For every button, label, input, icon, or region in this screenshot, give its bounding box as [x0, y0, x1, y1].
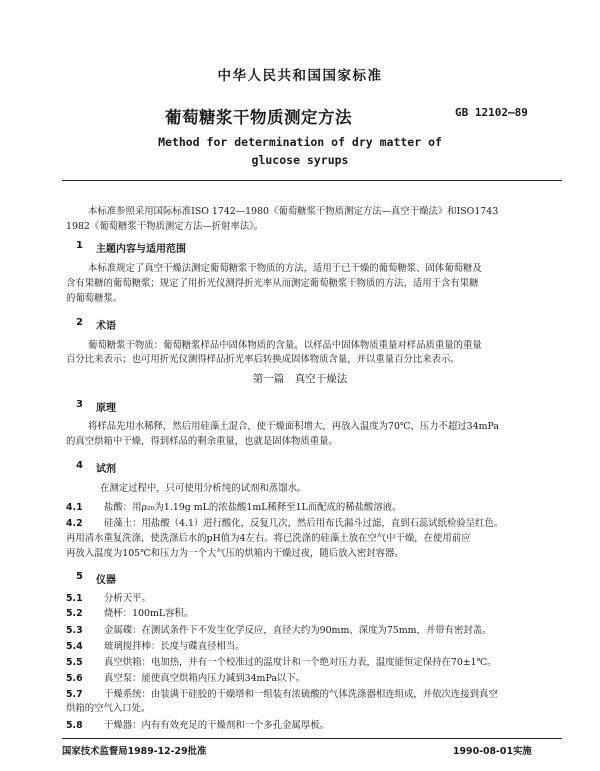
clause-number: 4.1 — [66, 502, 83, 513]
clause-number: 5.5 — [66, 657, 83, 668]
clause-text: 玻璃搅拌棒：长度与碟直径相当。 — [104, 641, 245, 652]
clause-text: 干燥器：内有有效充足的干燥剂和一个多孔金属厚板。 — [104, 720, 330, 731]
clause-text: 金属碟：在测试条件下不发生化学反应，直径大约为90mm、深度为75mm，并带有密封盖。 — [104, 625, 492, 636]
clause-number: 5.7 — [66, 689, 83, 700]
clause-4-2 — [66, 518, 503, 530]
clause-text: 烧杯：100mL容积。 — [104, 608, 194, 619]
body-line: 再放入温度为105℃和压力为一个大气压的烘箱内干燥过夜，随后放入密封容器。 — [66, 548, 404, 559]
body-line: 百分比来表示；也可用折光仪测得样品折光率后转换成固体物质含量，并以重量百分比来表示。 — [66, 354, 460, 365]
clause-number: 5.6 — [66, 673, 83, 684]
clause-item — [66, 657, 497, 669]
clause-text: 分析天平。 — [104, 593, 151, 604]
clause-item — [66, 608, 193, 620]
clause-item — [66, 673, 305, 685]
body-line: 葡萄糖浆干物质：葡萄糖浆样品中固体物质的含量。以样品中固体物质重量对样品质重量的重量 — [88, 340, 482, 351]
approval-date: 国家技术监督局1989-12-29批准 — [62, 746, 207, 757]
intro-line: 本标准参照采用国际标准ISO 1742—1980《葡萄糖浆干物质测定方法—真空干燥法》和ISO1743 — [88, 206, 499, 217]
clause-item — [66, 641, 245, 653]
clause-4-1 — [66, 502, 402, 514]
english-title-line2: glucose syrups — [251, 153, 349, 167]
effective-date: 1990-08-01实施 — [453, 746, 532, 757]
standard-header: 中华人民共和国国家标准 — [217, 68, 383, 84]
clause-number: 5.4 — [66, 641, 83, 652]
clause-item — [66, 689, 498, 701]
clause-number: 5.2 — [66, 608, 83, 619]
body-line: 本标准规定了真空干燥法测定葡萄糖浆干物质的方法，适用于已干燥的葡萄糖浆、固体葡萄糖及 — [88, 263, 482, 274]
clause-text: 真空泵：能使真空烘箱内压力减到34mPa以下。 — [104, 673, 306, 684]
footer-divider — [62, 738, 562, 739]
document-title: 葡萄糖浆干物质测定方法 — [165, 108, 352, 127]
body-line: 在测定过程中，只可使用分析纯的试剂和蒸馏水。 — [100, 483, 307, 494]
clause-number: 5.3 — [66, 625, 83, 636]
section-number: 2 — [76, 317, 83, 328]
body-line: 再用清水重复洗涤，使洗涤后水的pH值为4左右。将已洗涤的硅藻土放在空气中干燥，在使用前应 — [66, 533, 471, 544]
clause-number: 5.8 — [66, 720, 83, 731]
title-divider — [62, 180, 562, 181]
section-title: 主题内容与适用范围 — [96, 244, 186, 255]
english-title-line1: Method for determination of dry matter of — [158, 135, 442, 149]
clause-item — [66, 625, 492, 637]
intro-line: 1982《葡萄糖浆干物质测定方法—折射率法》。 — [66, 221, 264, 232]
section-title: 术语 — [96, 321, 116, 332]
section-title: 仪器 — [96, 575, 116, 586]
section-number: 4 — [76, 460, 83, 471]
clause-item — [66, 593, 151, 605]
body-line: 将样品先用水稀释，然后用硅藻土混合，使干燥面积增大，再放入温度为70℃、压力不超过34mPa — [88, 421, 499, 432]
part-title: 第一篇 真空干燥法 — [252, 373, 348, 385]
standard-number: GB 12102—89 — [455, 106, 528, 119]
clause-5-8 — [66, 720, 329, 732]
clause-text: 干燥系统：由装满干硅胶的干燥塔和一组装有浓硫酸的气体洗涤器相连组成，并依次连接到真空 — [104, 689, 498, 700]
body-line: 烘箱的空气入口处。 — [66, 703, 151, 714]
clause-text: 真空烘箱：电加热，并有一个校准过的温度计和一个绝对压力表，温度能恒定保持在70±1℃。 — [104, 657, 497, 668]
clause-text: 盐酸：用ρ₂₀为1.19g mL的浓盐酸1mL稀释至1L而配成的稀盐酸溶液。 — [104, 502, 402, 513]
section-title: 试剂 — [96, 464, 116, 475]
section-title: 原理 — [96, 403, 116, 414]
body-line: 的葡萄糖浆。 — [66, 293, 123, 304]
section-number: 1 — [76, 240, 83, 251]
clause-number: 5.1 — [66, 593, 83, 604]
body-line: 含有果糖的葡萄糖浆；规定了用折光仪测得折光率从而测定葡萄糖浆干物质的方法，适用于含有果糖 — [66, 278, 479, 289]
section-number: 3 — [76, 399, 83, 410]
body-line: 的真空烘箱中干燥，得到样品的剩余重量，也就是固体物质重量。 — [66, 436, 338, 447]
clause-text: 硅藻土：用盐酸（4.1）进行酸化，反复几次，然后用布氏漏斗过滤，直到石蕊试纸检验呈红色。 — [104, 518, 504, 529]
section-number: 5 — [76, 571, 83, 582]
clause-number: 4.2 — [66, 518, 83, 529]
